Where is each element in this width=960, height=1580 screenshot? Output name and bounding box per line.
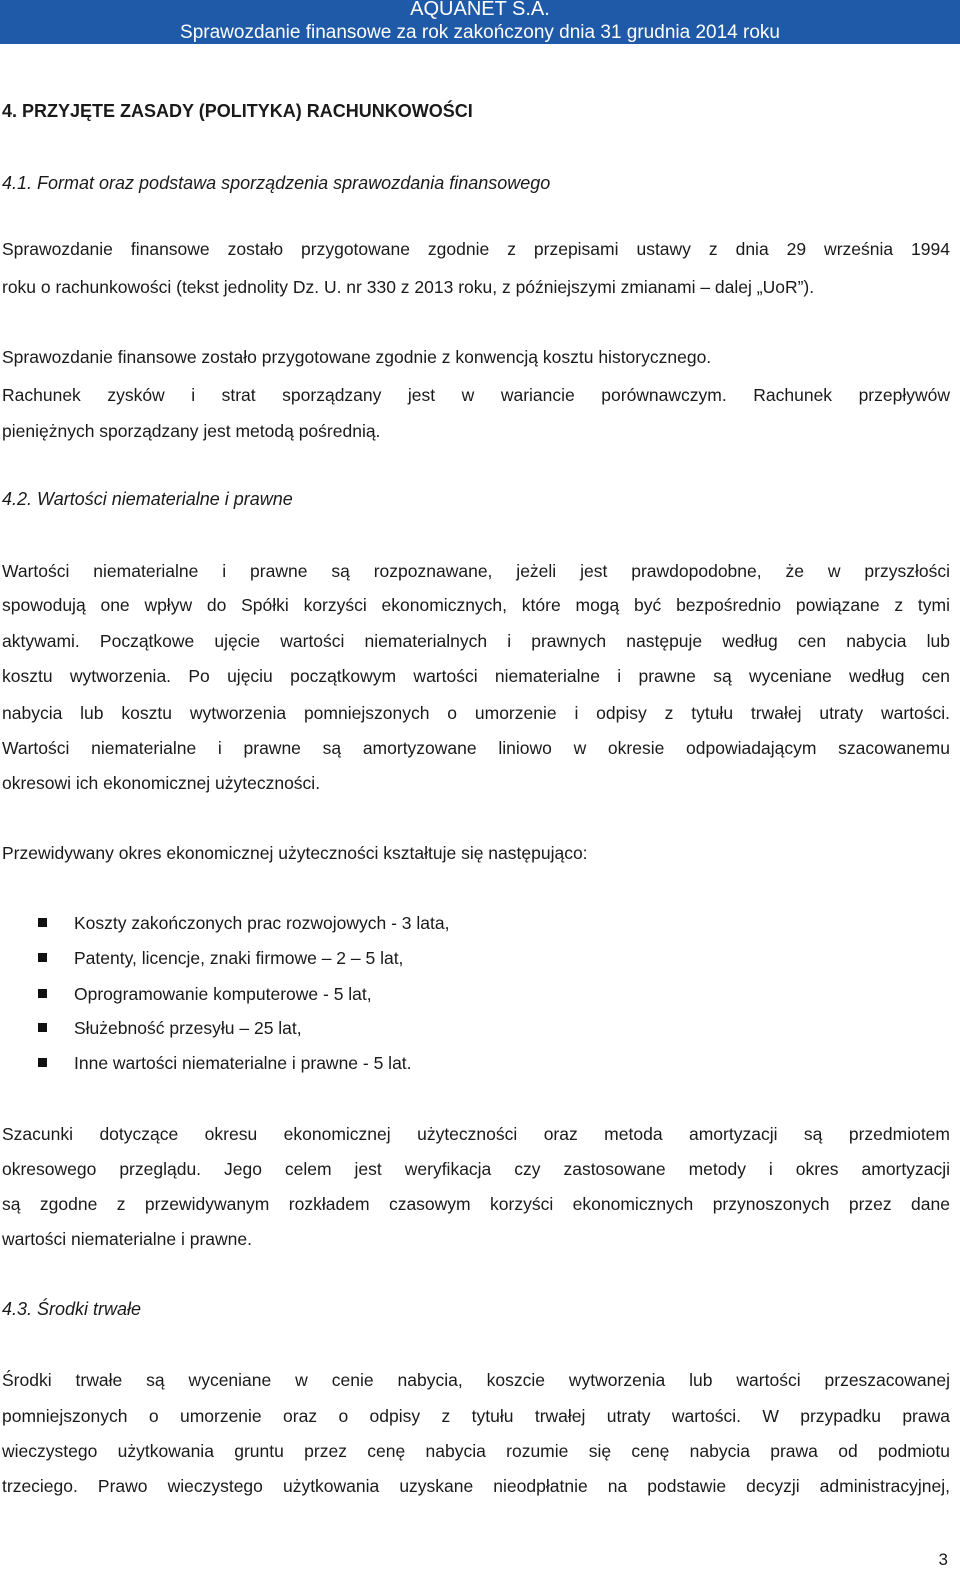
paragraph-line: trzeciego. Prawo wieczystego użytkowania uzyskane nieodpłatnie na podstawie decyzji administracyjnej,: [2, 1476, 950, 1496]
list-item-text: Oprogramowanie komputerowe - 5 lat,: [74, 984, 372, 1004]
paragraph-line: Wartości niematerialne i prawne są amortyzowane liniowo w okresie odpowiadającym szacowanemu: [2, 738, 950, 758]
page-number: 3: [938, 1550, 948, 1569]
paragraph-line: wieczystego użytkowania gruntu przez cenę nabycia rozumie się cenę nabycia prawa od podmiotu: [2, 1441, 950, 1461]
square-bullet-icon: [38, 1023, 47, 1032]
paragraph-line: kosztu wytworzenia. Po ujęciu początkowym wartości niematerialne i prawne są wyceniane według cen: [2, 666, 950, 686]
paragraph-line: nabycia lub kosztu wytworzenia pomniejszonych o umorzenie i odpisy z tytułu trwałej utraty wartości.: [2, 703, 950, 723]
paragraph-line: Przewidywany okres ekonomicznej użyteczności kształtuje się następująco:: [2, 843, 588, 863]
paragraph-line: Środki trwałe są wyceniane w cenie nabycia, koszcie wytworzenia lub wartości przeszacowanej: [2, 1370, 950, 1390]
section-heading-4-2: 4.2. Wartości niematerialne i prawne: [2, 489, 293, 509]
paragraph-line: Sprawozdanie finansowe zostało przygotowane zgodnie z konwencją kosztu historycznego.: [2, 347, 712, 367]
section-heading-4-1: 4.1. Format oraz podstawa sporządzenia sprawozdania finansowego: [2, 173, 551, 193]
square-bullet-icon: [38, 989, 47, 998]
square-bullet-icon: [38, 953, 47, 962]
paragraph-line: Szacunki dotyczące okresu ekonomicznej użyteczności oraz metoda amortyzacji są przedmiotem: [2, 1124, 950, 1144]
paragraph-line: są zgodne z przewidywanym rozkładem czasowym korzyści ekonomicznych przynoszonych przez dane: [2, 1194, 950, 1214]
paragraph-line: pomniejszonych o umorzenie oraz o odpisy z tytułu trwałej utraty wartości. W przypadku prawa: [2, 1406, 950, 1426]
paragraph-line: spowodują one wpływ do Spółki korzyści ekonomicznych, które mogą być bezpośrednio powiązane z tymi: [2, 595, 950, 615]
section-title: 4. PRZYJĘTE ZASADY (POLITYKA) RACHUNKOWOŚCI: [2, 101, 473, 121]
list-item-text: Patenty, licencje, znaki firmowe – 2 – 5 lat,: [74, 948, 404, 968]
paragraph-line: wartości niematerialne i prawne.: [2, 1229, 252, 1249]
paragraph-line: okresowego przeglądu. Jego celem jest weryfikacja czy zastosowane metody i okres amortyzacji: [2, 1159, 950, 1179]
paragraph-line: roku o rachunkowości (tekst jednolity Dz. U. nr 330 z 2013 roku, z późniejszymi zmianami – dalej „UoR”).: [2, 277, 815, 297]
paragraph-line: Sprawozdanie finansowe zostało przygotowane zgodnie z przepisami ustawy z dnia 29 września 1994: [2, 239, 950, 259]
square-bullet-icon: [38, 1058, 47, 1067]
paragraph-line: okresowi ich ekonomicznej użyteczności.: [2, 773, 321, 793]
paragraph-line: Rachunek zysków i strat sporządzany jest w wariancie porównawczym. Rachunek przepływów: [2, 385, 950, 405]
paragraph-line: aktywami. Początkowe ujęcie wartości niematerialnych i prawnych następuje według cen nabycia lub: [2, 631, 950, 651]
section-heading-4-3: 4.3. Środki trwałe: [2, 1299, 142, 1319]
square-bullet-icon: [38, 918, 47, 927]
list-item-text: Inne wartości niematerialne i prawne - 5 lat.: [74, 1053, 412, 1073]
page-header: [0, 0, 960, 44]
company-name: AQUANET S.A.: [410, 0, 550, 20]
paragraph-line: Wartości niematerialne i prawne są rozpoznawane, jeżeli jest prawdopodobne, że w przyszłości: [2, 561, 950, 581]
list-item-text: Służebność przesyłu – 25 lat,: [74, 1018, 302, 1038]
paragraph-line: pieniężnych sporządzany jest metodą pośrednią.: [2, 421, 381, 441]
report-subtitle: Sprawozdanie finansowe za rok zakończony dnia 31 grudnia 2014 roku: [180, 22, 780, 43]
list-item-text: Koszty zakończonych prac rozwojowych - 3 lata,: [74, 913, 450, 933]
